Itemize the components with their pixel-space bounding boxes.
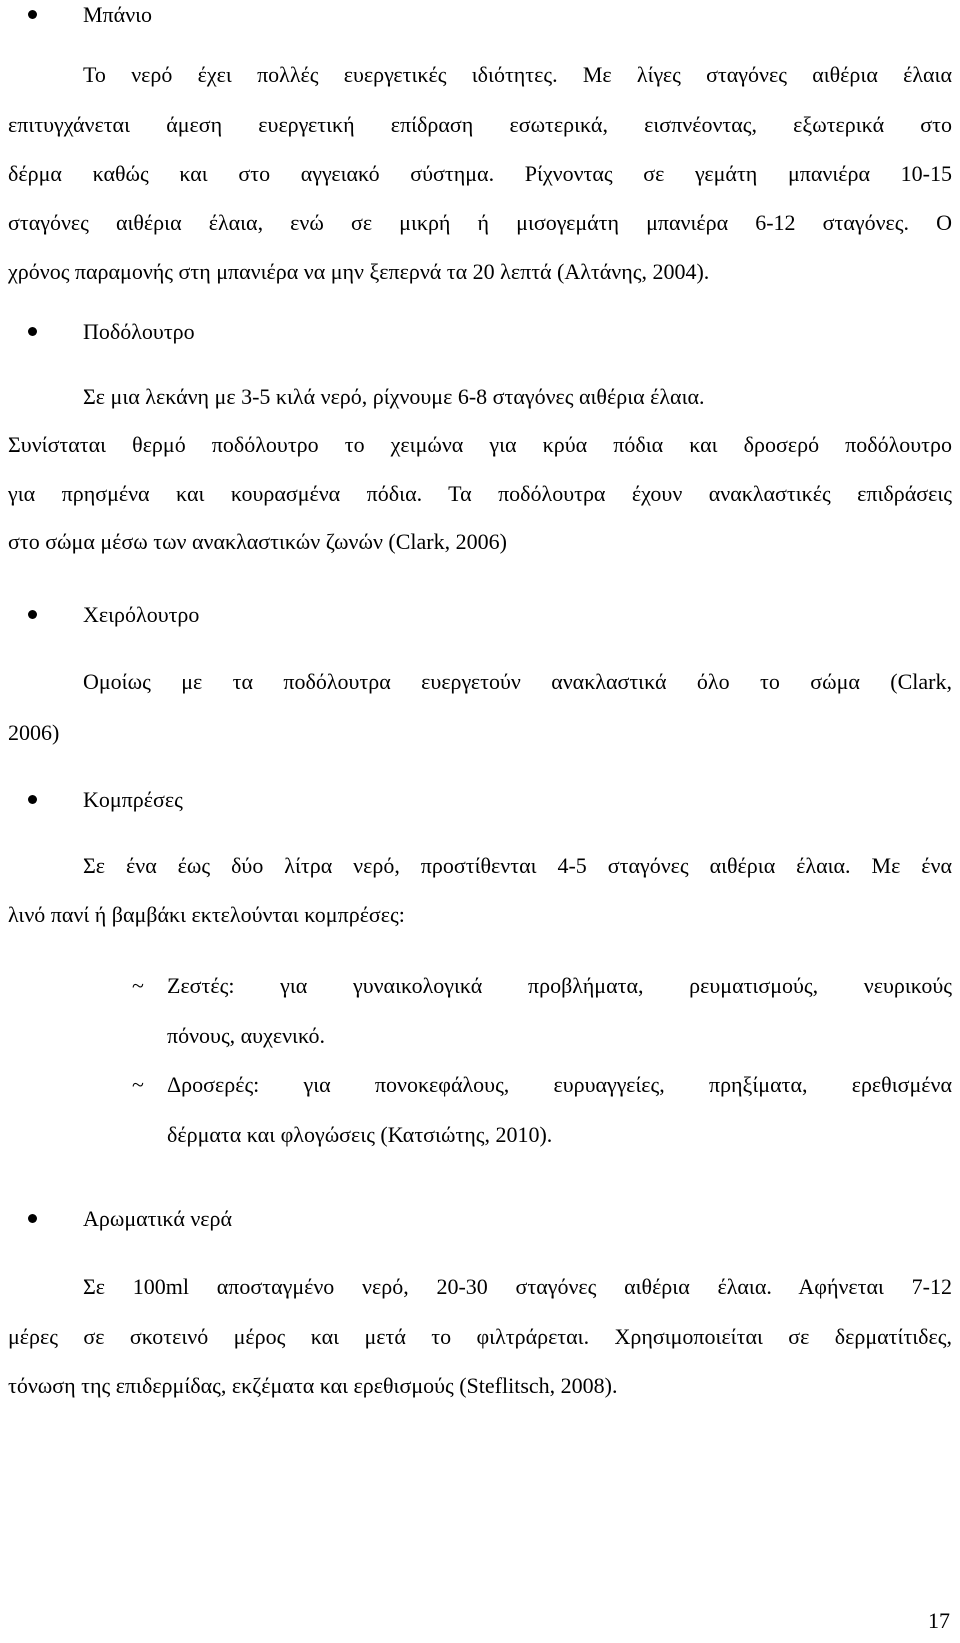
paragraph-line: σταγόνες αιθέρια έλαια, ενώ σε μικρή ή μισογεμάτη μπανιέρα 6-12 σταγόνες. Ο [8, 210, 952, 235]
paragraph-line: 2006) [8, 720, 60, 745]
bullet-icon [28, 610, 37, 619]
paragraph-line: μέρες σε σκοτεινό μέρος και μετά το φιλτράρεται. Χρησιμοποιείται σε δερματίτιδες, [8, 1324, 952, 1349]
section-heading-handbath: Χειρόλουτρο [83, 602, 200, 627]
paragraph-line: για πρησμένα και κουρασμένα πόδια. Τα ποδόλουτρα έχουν ανακλαστικές επιδράσεις [8, 481, 952, 506]
list-marker: ~ [132, 973, 144, 998]
bullet-icon [28, 10, 37, 19]
paragraph-line: δέρμα καθώς και στο αγγειακό σύστημα. Ρίχνοντας σε γεμάτη μπανιέρα 10-15 [8, 161, 952, 186]
paragraph-line: Σε 100ml αποσταγμένο νερό, 20-30 σταγόνες αιθέρια έλαια. Αφήνεται 7-12 [83, 1274, 952, 1299]
paragraph-line: Σε μια λεκάνη με 3-5 κιλά νερό, ρίχνουμε 6-8 σταγόνες αιθέρια έλαια. [83, 384, 705, 409]
section-heading-footbath: Ποδόλουτρο [83, 319, 195, 344]
paragraph-line: λινό πανί ή βαμβάκι εκτελούνται κομπρέσες: [8, 902, 405, 927]
paragraph-line: Ομοίως με τα ποδόλουτρα ευεργετούν ανακλαστικά όλο το σώμα (Clark, [83, 669, 952, 694]
paragraph-line: Σε ένα έως δύο λίτρα νερό, προστίθενται 4-5 σταγόνες αιθέρια έλαια. Με ένα [83, 853, 952, 878]
paragraph-line: Συνίσταται θερμό ποδόλουτρο το χειμώνα για κρύα πόδια και δροσερό ποδόλουτρο [8, 432, 952, 457]
paragraph-line: επιτυγχάνεται άμεση ευεργετική επίδραση εσωτερικά, εισπνέοντας, εξωτερικά στο [8, 112, 952, 137]
section-heading-bath: Μπάνιο [83, 2, 153, 27]
bullet-icon [28, 795, 37, 804]
page-number: 17 [928, 1608, 950, 1633]
sub-list-line: Δροσερές: για πονοκεφάλους, ευρυαγγείες, πρηξίματα, ερεθισμένα [167, 1072, 952, 1097]
sub-list-line: Ζεστές: για γυναικολογικά προβλήματα, ρευματισμούς, νευρικούς [167, 973, 952, 998]
paragraph-line: τόνωση της επιδερμίδας, εκζέματα και ερεθισμούς (Steflitsch, 2008). [8, 1373, 618, 1398]
section-heading-aromatic-waters: Αρωματικά νερά [83, 1206, 233, 1231]
paragraph-line: Το νερό έχει πολλές ευεργετικές ιδιότητες. Με λίγες σταγόνες αιθέρια έλαια [83, 62, 952, 87]
bullet-icon [28, 327, 37, 336]
paragraph-line: χρόνος παραμονής στη μπανιέρα να μην ξεπερνά τα 20 λεπτά (Αλτάνης, 2004). [8, 259, 710, 284]
sub-list-line: δέρματα και φλογώσεις (Κατσιώτης, 2010). [167, 1122, 553, 1147]
section-heading-compresses: Κομπρέσες [83, 787, 183, 812]
list-marker: ~ [132, 1072, 144, 1097]
sub-list-line: πόνους, αυχενικό. [167, 1023, 326, 1048]
bullet-icon [28, 1214, 37, 1223]
paragraph-line: στο σώμα μέσω των ανακλαστικών ζωνών (Clark, 2006) [8, 529, 507, 554]
